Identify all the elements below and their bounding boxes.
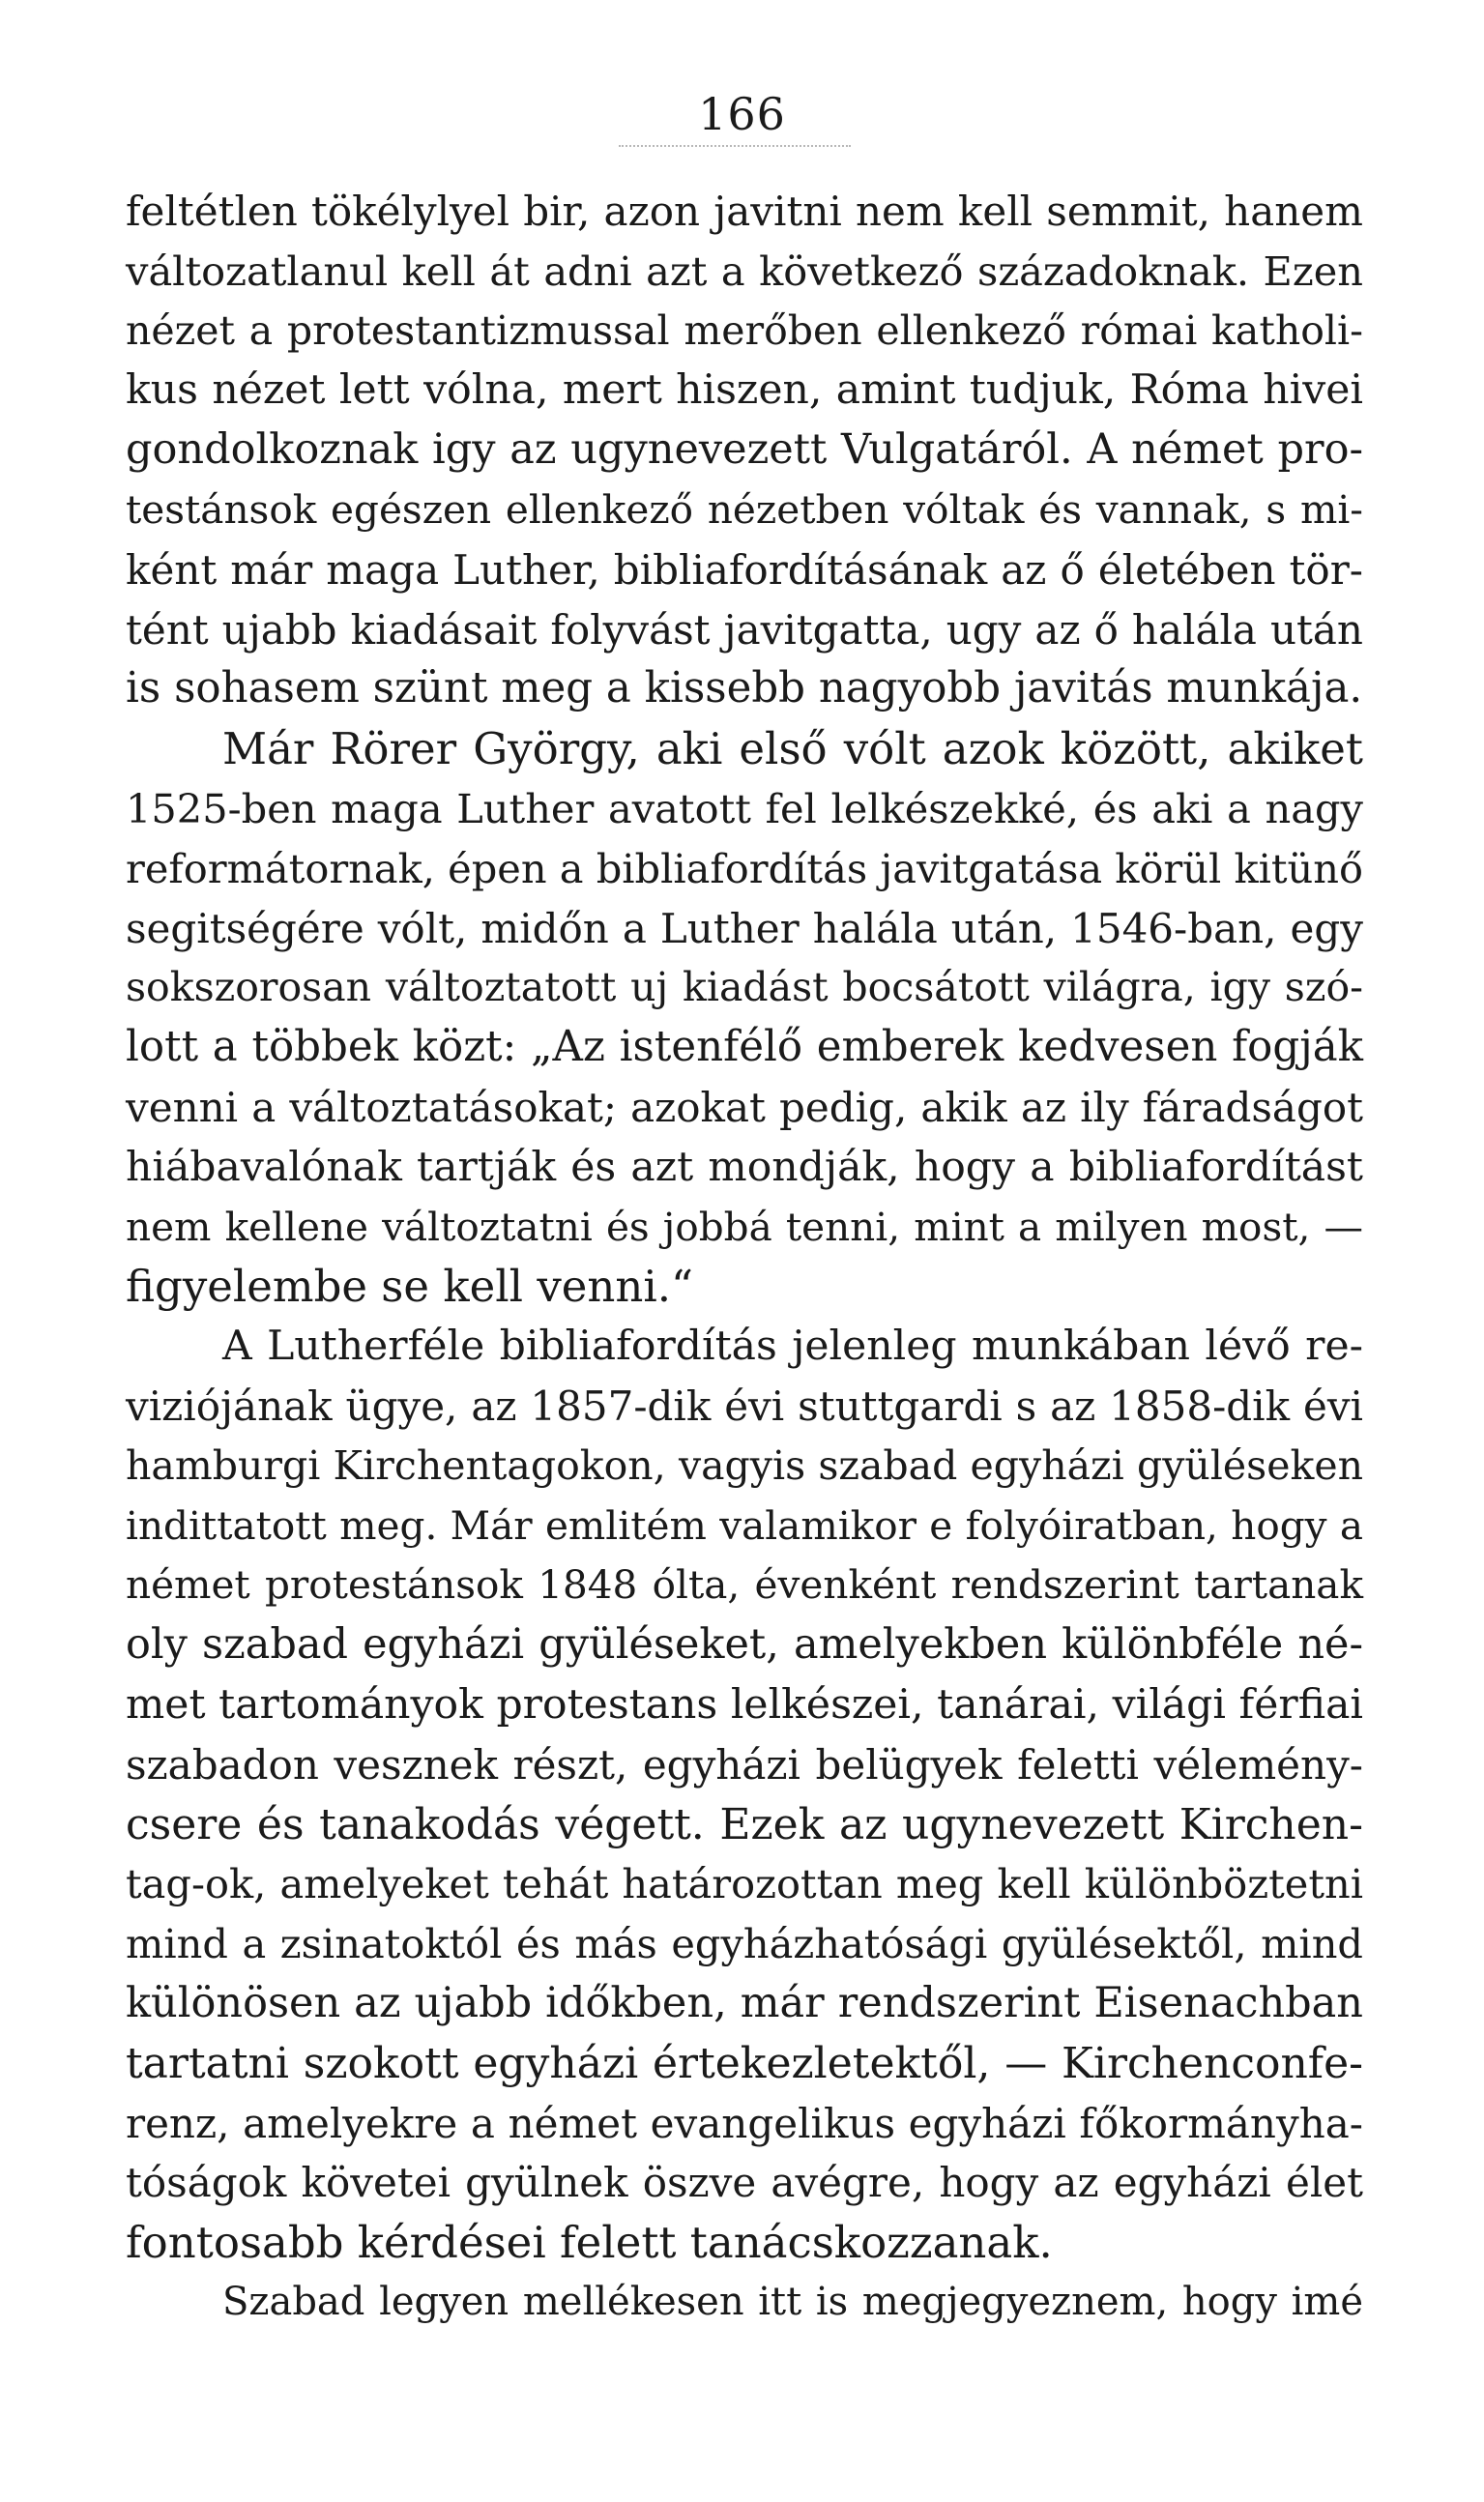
text-line: Szabad legyen mellékesen itt is megjegyeznem, hogy imé (222, 2279, 1363, 2324)
paragraph-1 (126, 182, 1363, 719)
paragraph-2 (126, 719, 1363, 1317)
text-line: fontosabb kérdései felett tanácskozzanak. (126, 2217, 1053, 2269)
text-line: venni a változtatásokat; azokat pedig, akik az ily fáradságot (126, 1083, 1363, 1131)
text-line: tartatni szokott egyházi értekezletektől, — Kirchenconfe- (126, 2038, 1363, 2088)
text-line: reformátornak, épen a bibliafordítás javitgatása körül kitünő (126, 844, 1363, 892)
text-line: oly szabad egyházi gyüléseket, amelyekben különbféle né- (126, 1620, 1363, 1670)
text-line: hiábavalónak tartják és azt mondják, hogy a bibliafordítást (126, 1143, 1363, 1191)
text-line: testánsok egészen ellenkező nézetben vóltak és vannak, s mi- (126, 485, 1363, 533)
text-line: különösen az ujabb időkben, már rendszerint Eisenachban (126, 1978, 1363, 2027)
text-line: feltétlen tökélylyel bir, azon javitni nem kell semmit, hanem (126, 188, 1363, 235)
text-line: német protestánsok 1848 ólta, évenként rendszerint tartanak (126, 1561, 1363, 1609)
text-line: csere és tanakodás végett. Ezek az ugynevezett Kirchen- (126, 1799, 1363, 1849)
text-line: hamburgi Kirchentagokon, vagyis szabad egyházi gyüléseken (126, 1441, 1363, 1489)
text-line: is sohasem szünt meg a kissebb nagyobb javitás munkája. (126, 664, 1363, 713)
text-line: tént ujabb kiadásait folyvást javitgatta, ugy az ő halála után (126, 605, 1363, 654)
text-line: lott a többek közt: „Az istenfélő emberek kedvesen fogják (126, 1023, 1363, 1072)
body-text (126, 182, 1363, 2333)
text-line: kus nézet lett vólna, mert hiszen, amint tudjuk, Róma hivei (126, 366, 1363, 415)
text-line: tóságok követei gyülnek öszve avégre, hogy az egyházi élet (126, 2159, 1363, 2207)
text-line: indittatott meg. Már emlitém valamikor e folyóiratban, hogy a (126, 1501, 1363, 1549)
text-line: szabadon vesznek részt, egyházi belügyek feletti vélemény- (126, 1740, 1363, 1789)
page-number: 166 (698, 88, 786, 140)
text-line: nézet a protestantizmussal merőben ellenkező római katholi- (126, 306, 1363, 354)
text-line: sokszorosan változtatott uj kiadást bocsátott világra, igy szó- (126, 964, 1363, 1011)
text-line: 1525-ben maga Luther avatott fel lelkészekké, és aki a nagy (126, 784, 1363, 832)
text-line: renz, amelyekre a német evangelikus egyházi főkormányha- (126, 2099, 1363, 2147)
text-line: tag-ok, amelyeket tehát határozottan meg kell különböztetni (126, 1860, 1363, 1908)
text-line: Már Rörer György, aki első vólt azok között, akiket (222, 723, 1363, 775)
text-line: segitségére vólt, midőn a Luther halála után, 1546-ban, egy (126, 904, 1363, 952)
text-line: gondolkoznak igy az ugynevezett Vulgatáról. A német pro- (126, 425, 1363, 475)
text-line: A Lutherféle bibliafordítás jelenleg munkában lévő re- (222, 1323, 1363, 1371)
text-line: nem kellene változtatni és jobbá tenni, mint a milyen most, — (126, 1203, 1363, 1250)
text-line: met tartományok protestans lelkészei, tanárai, világi férfiai (126, 1680, 1363, 1729)
text-line: változatlanul kell át adni azt a következő századoknak. Ezen (126, 247, 1363, 295)
text-line: figyelembe se kell venni.“ (126, 1261, 694, 1313)
text-line: viziójának ügye, az 1857-dik évi stuttgardi s az 1858-dik évi (126, 1382, 1363, 1430)
text-line: mind a zsinatoktól és más egyházhatósági gyülésektől, mind (126, 1920, 1363, 1968)
header-rule (619, 145, 851, 147)
paragraph-3 (126, 1317, 1363, 2273)
paragraph-4 (126, 2273, 1363, 2333)
text-line: ként már maga Luther, bibliafordításának az ő életében tör- (126, 545, 1363, 594)
